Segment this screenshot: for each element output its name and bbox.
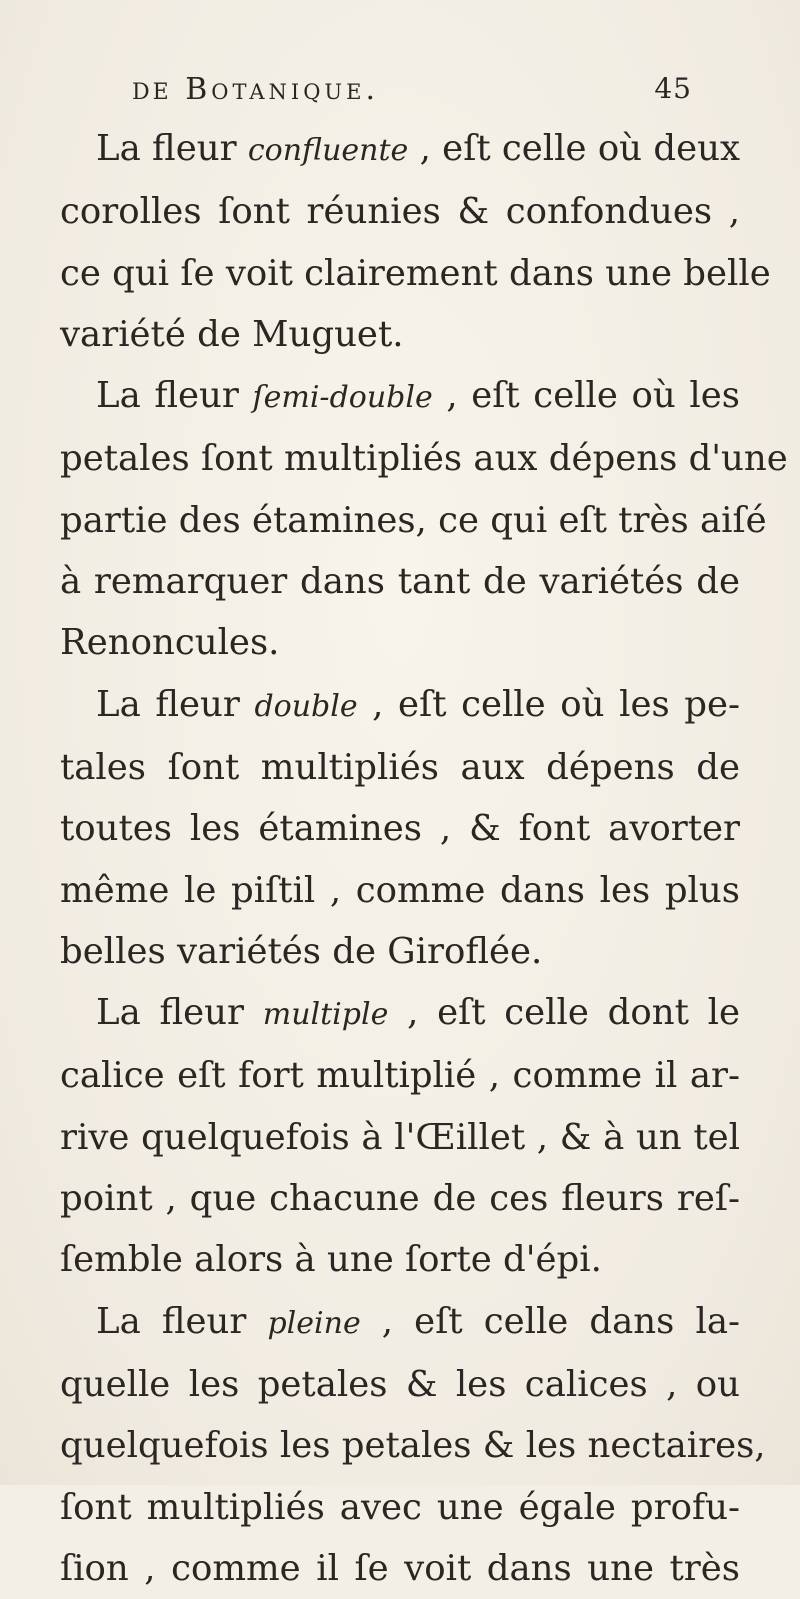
text-line: même le piſtil , comme dans les plus — [60, 869, 740, 911]
text-line — [60, 982, 740, 1045]
line-text: La fleur — [96, 128, 248, 169]
text-line: calice eſt fort multiplié , comme il ar- — [60, 1055, 740, 1097]
text-line — [60, 118, 740, 181]
page-number: 45 — [654, 72, 692, 105]
line-text: La fleur — [96, 683, 255, 725]
text-line — [60, 1291, 740, 1354]
text-line: partie des étamines, ce qui eſt très aiſé — [60, 499, 767, 541]
running-head — [132, 72, 692, 112]
text-line: rive quelquefois à l'Œillet , & à un tel — [60, 1116, 740, 1158]
text-line: Renoncules. — [60, 622, 280, 664]
body-text — [60, 118, 788, 1599]
italic-term: pleine — [267, 1305, 361, 1341]
text-line — [60, 365, 740, 428]
line-text: La fleur — [96, 375, 253, 417]
italic-term: multiple — [262, 997, 389, 1033]
line-text: , eſt celle où les — [432, 375, 740, 417]
text-line — [60, 674, 740, 737]
text-line: ſont multipliés avec une égale profu- — [60, 1486, 740, 1528]
running-head-prefix: DE — [132, 80, 172, 105]
text-line: corolles ſont réunies & confondues , — [60, 191, 740, 233]
text-line: belles variétés de Giroflée. — [60, 930, 543, 972]
line-text: , eſt celle dont le — [388, 992, 740, 1034]
text-line: ſion , comme il ſe voit dans une très — [60, 1547, 740, 1589]
text-line: à remarquer dans tant de variétés de — [60, 561, 740, 603]
running-head-word: Botanique. — [185, 72, 379, 107]
text-line: variété de Muguet. — [60, 313, 404, 355]
italic-term: double — [254, 688, 358, 724]
line-text: , eſt celle où deux — [408, 128, 740, 169]
italic-term: ſemi-double — [252, 380, 433, 416]
text-line: quelle les petales & les calices , ou — [60, 1363, 740, 1405]
text-line: toutes les étamines , & font avorter — [60, 808, 740, 850]
text-line: ſemble alors à une ſorte d'épi. — [60, 1239, 602, 1281]
line-text: , eſt celle dans la- — [360, 1300, 740, 1342]
text-line: ce qui ſe voit clairement dans une belle — [60, 252, 771, 294]
text-line: tales ſont multipliés aux dépens de — [60, 746, 740, 788]
text-line: point , que chacune de ces fleurs reſ- — [60, 1178, 740, 1220]
italic-term: confluente — [247, 133, 409, 168]
line-text: La fleur — [96, 992, 263, 1034]
running-head-title — [132, 72, 379, 107]
line-text: , eſt celle où les pe- — [357, 683, 740, 725]
text-line: quelquefois les petales & les nectaires, — [60, 1425, 766, 1467]
line-text: La fleur — [96, 1300, 268, 1342]
text-line: petales ſont multipliés aux dépens d'une — [60, 438, 788, 480]
